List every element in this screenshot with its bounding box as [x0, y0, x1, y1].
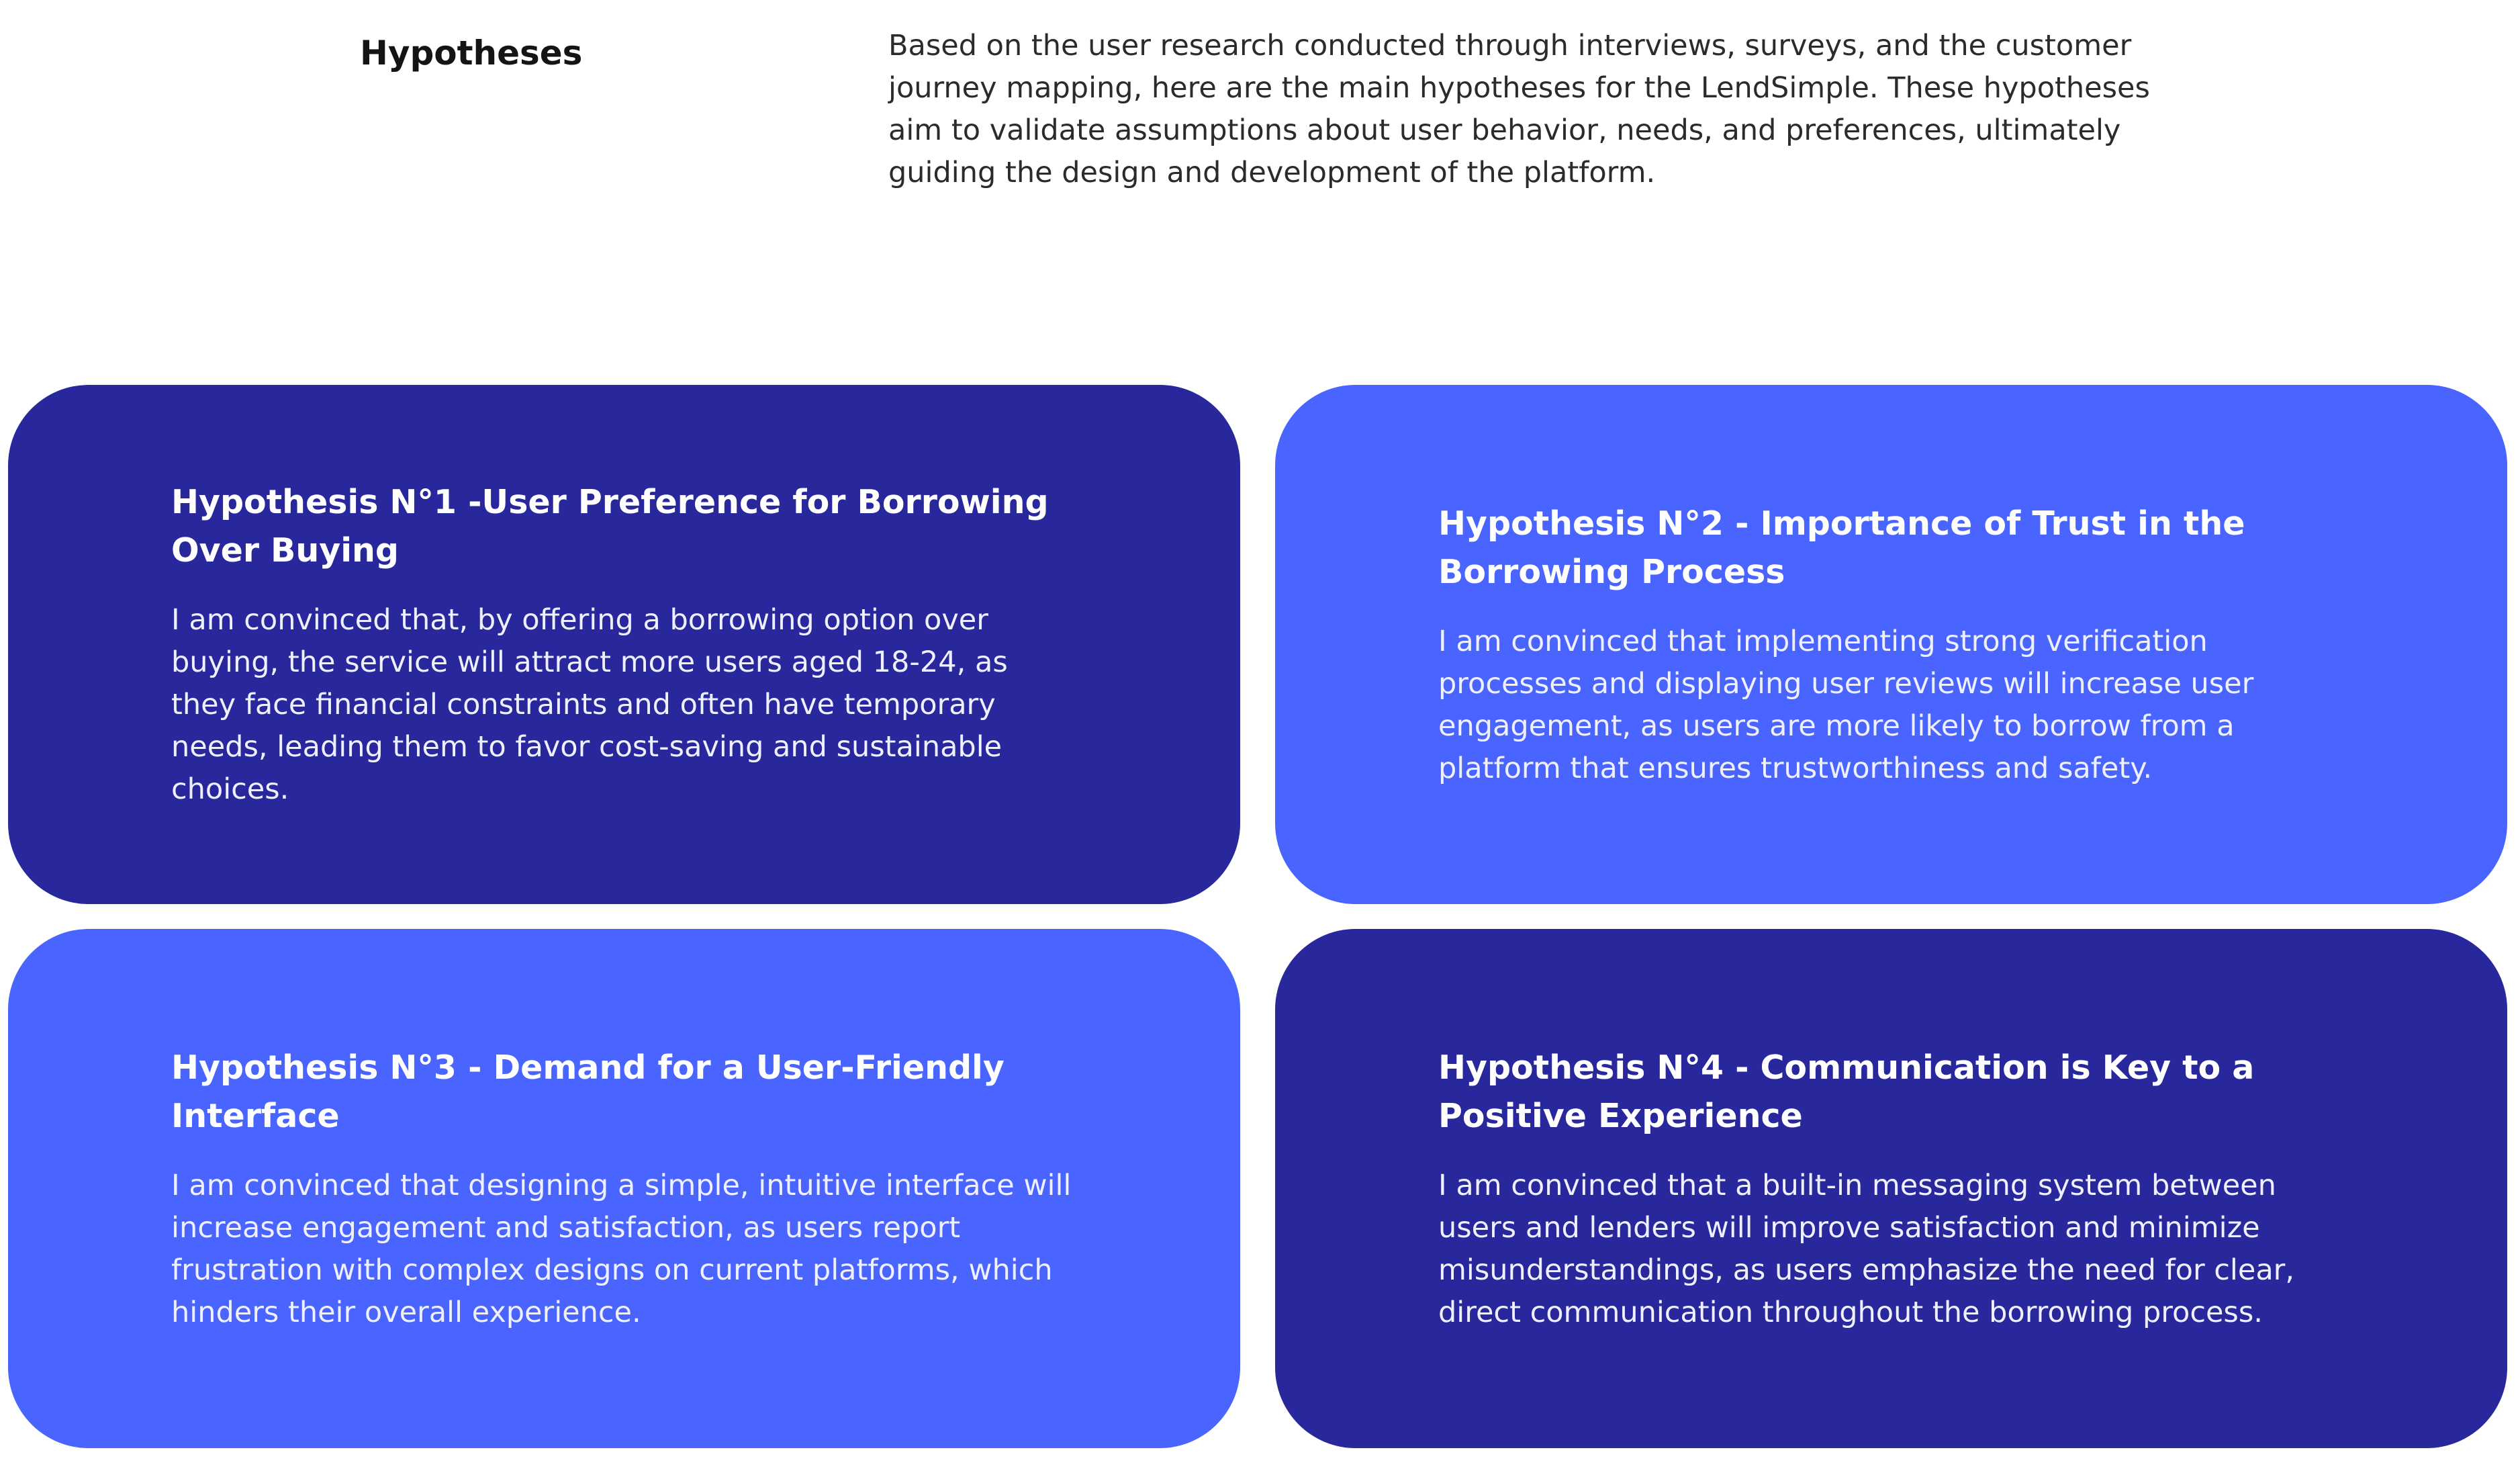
hypothesis-card-2	[1275, 385, 2507, 904]
hypothesis-card-3	[8, 929, 1240, 1448]
hypothesis-title: Hypothesis N°1 -User Preference for Borrowing Over Buying	[171, 483, 1049, 570]
hypothesis-body: I am convinced that designing a simple, intuitive interface will increase engagement and satisfaction, as users report frustration with complex designs on current platforms, which hinders their overall experience.	[171, 1168, 1072, 1329]
hypothesis-card-4	[1275, 929, 2507, 1448]
hypothesis-body: I am convinced that implementing strong verification processes and displaying user reviews will increase user engagement, as users are more likely to borrow from a platform that ensures trustworthiness and safety.	[1438, 624, 2254, 785]
hypothesis-title: Hypothesis N°2 - Importance of Trust in the Borrowing Process	[1438, 504, 2245, 591]
hypothesis-title: Hypothesis N°4 - Communication is Key to a Positive Experience	[1438, 1048, 2255, 1135]
hypothesis-title: Hypothesis N°3 - Demand for a User-Friendly Interface	[171, 1048, 1005, 1135]
intro-paragraph: Based on the user research conducted through interviews, surveys, and the customer journey mapping, here are the main hypotheses for the LendSimple. These hypotheses aim to validate assumptions about user behavior, needs, and preferences, ultimately guiding the design and development of the platform.	[888, 29, 2150, 189]
hypothesis-body: I am convinced that, by offering a borrowing option over buying, the service will attract more users aged 18-24, as they face financial constraints and often have temporary needs, leading them to favor cost-saving and sustainable choices.	[171, 603, 1008, 806]
hypothesis-card-1	[8, 385, 1240, 904]
hypothesis-body: I am convinced that a built-in messaging system between users and lenders will improve satisfaction and minimize misunderstandings, as users emphasize the need for clear, direct communication throughout the borrowing process.	[1438, 1168, 2295, 1329]
section-title: Hypotheses	[360, 34, 583, 73]
